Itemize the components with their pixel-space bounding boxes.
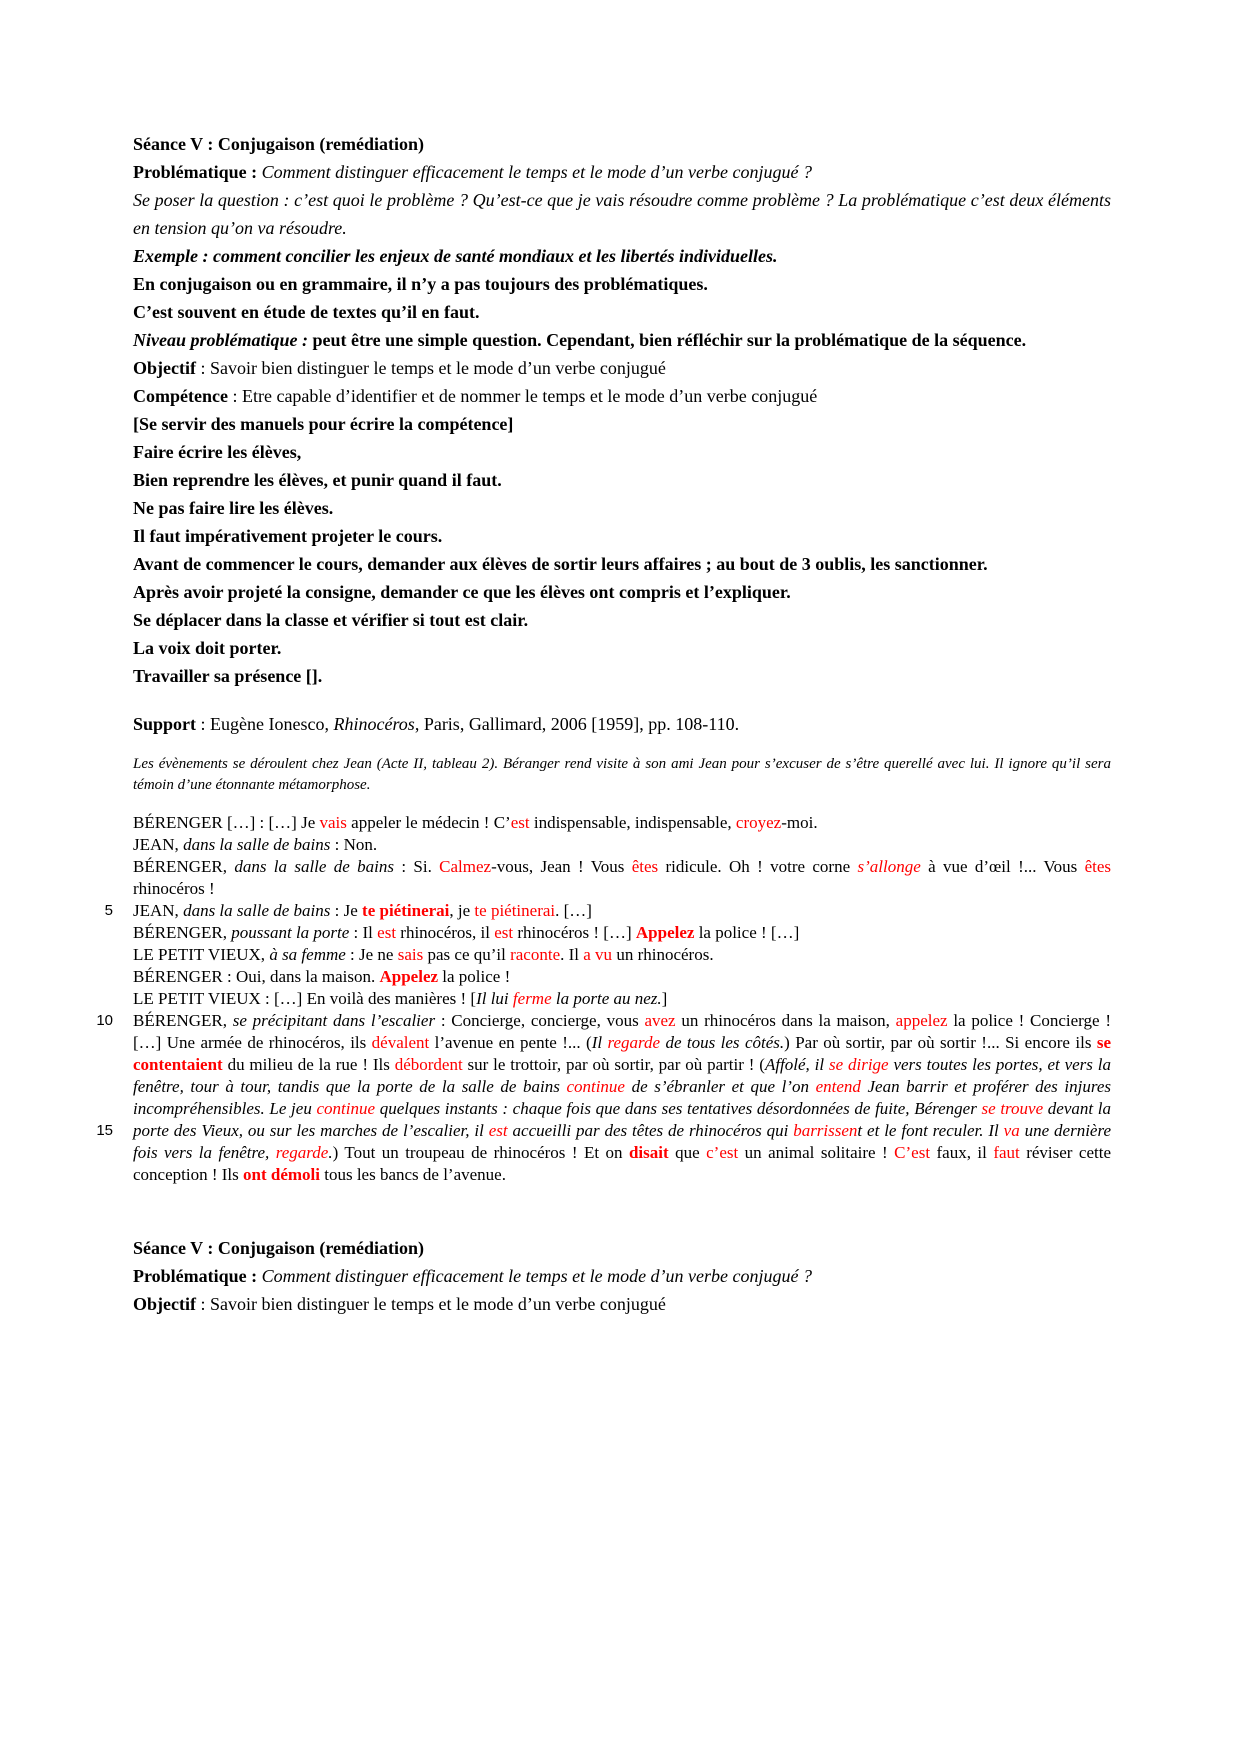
text-run: Objectif [133, 1294, 196, 1314]
text-run: : Eugène Ionesco, [196, 714, 334, 734]
text-run: Après avoir projeté la consigne, demander ce que les élèves ont compris et l’expliquer. [133, 582, 791, 602]
text-run: : Non. [330, 835, 378, 854]
text-run: : Si. [394, 857, 440, 876]
paragraph [133, 130, 1111, 158]
text-run: à vue d’œil !... Vous [920, 857, 1085, 876]
footer-lesson-notes [133, 1234, 1111, 1318]
text-run: sais [397, 945, 424, 964]
paragraph [133, 900, 1111, 922]
text-run: l’avenue en pente !... ( [429, 1033, 592, 1052]
text-run: dans la salle de bains [183, 901, 331, 920]
text-run: ont démoli [243, 1165, 320, 1184]
text-run: quelques instants : chaque fois que dans ses tentatives désordonnées de fuite, Bérenger [375, 1099, 982, 1118]
text-run: Séance V : Conjugaison (remédiation) [133, 1238, 425, 1258]
text-run: -vous, Jean ! Vous [491, 857, 632, 876]
text-run: que [668, 1143, 707, 1162]
text-run: Tout un troupeau de rhinocéros ! Et on [338, 1143, 629, 1162]
text-run: Support [133, 714, 197, 734]
text-run: BÉRENGER, [133, 857, 235, 876]
text-run: Calmez [439, 857, 492, 876]
text-run: Jean barrir et proférer des injures incompréhensibles. Le jeu [133, 1077, 1111, 1118]
text-run: devant la porte des Vieux, ou sur les marches de l’escalier, il [133, 1099, 1111, 1140]
paragraph [133, 1010, 1111, 1186]
text-run: Par où sortir, par où sortir !... Si encore ils [789, 1033, 1097, 1052]
stage-intro-text [133, 754, 1111, 796]
paragraph [133, 922, 1111, 944]
text-run: de tous les côtés. [660, 1033, 785, 1052]
paragraph [133, 438, 1111, 466]
text-run: raconte [510, 945, 561, 964]
text-run: continue [566, 1077, 625, 1096]
text-run: LE PETIT VIEUX : […] En voilà des manières ! [ [133, 989, 477, 1008]
text-run: . Il [560, 945, 584, 964]
paragraph [133, 856, 1111, 900]
text-run: : Savoir bien distinguer le temps et le mode d’un verbe conjugué [195, 1294, 666, 1314]
text-run: dans la salle de bains [234, 857, 394, 876]
text-run: se trouve [981, 1099, 1044, 1118]
text-run: appeler le médecin ! C’ [346, 813, 511, 832]
text-run: Affolé, il [764, 1055, 829, 1074]
line-number-15: 15 [96, 1122, 113, 1139]
paragraph [133, 834, 1111, 856]
paragraph [133, 578, 1111, 606]
text-run: BÉRENGER, [133, 923, 232, 942]
text-run: Avant de commencer le cours, demander aux élèves de sortir leurs affaires ; au bout de 3 oublis, les sanctionner. [133, 554, 988, 574]
stage-introduction [133, 754, 1111, 796]
text-run: un rhinocéros. [612, 945, 714, 964]
paragraph [133, 270, 1111, 298]
paragraph [133, 158, 1111, 186]
text-run: est [377, 923, 397, 942]
text-run: : Concierge, concierge, vous [435, 1011, 645, 1030]
text-run: réviser cette conception ! Ils [133, 1143, 1111, 1184]
paragraph [133, 1290, 1111, 1318]
text-run: [Se servir des manuels pour écrire la compétence] [133, 414, 514, 434]
paragraph [133, 494, 1111, 522]
text-run: Travailler sa présence []. [133, 666, 323, 686]
text-run: avez [644, 1011, 676, 1030]
text-run: êtes [631, 857, 659, 876]
paragraph [133, 1262, 1111, 1290]
text-run: . […] [555, 901, 592, 920]
text-run: Niveau problématique : [133, 330, 313, 350]
paragraph [133, 812, 1111, 834]
text-run: un animal solitaire ! [738, 1143, 895, 1162]
text-run: Problématique : [133, 1266, 262, 1286]
paragraph [133, 410, 1111, 438]
text-run: Séance V : Conjugaison (remédiation) [133, 134, 425, 154]
text-run: Les évènements se déroulent chez Jean (Acte II, tableau 2). Béranger rend visite à son ami Jean pour s’excuser de s’être querellé avec lui. Il ignore qu’il sera témoin d’une étonnante métamorphose. [133, 756, 1111, 793]
text-run: faux, il [930, 1143, 994, 1162]
paragraph [133, 522, 1111, 550]
text-run: Objectif [133, 358, 196, 378]
text-run: La voix doit porter. [133, 638, 282, 658]
text-run: : Je [330, 901, 363, 920]
text-run: Rhinocéros [333, 714, 415, 734]
text-run: appelez [895, 1011, 948, 1030]
paragraph [133, 326, 1111, 354]
text-run: peut être une simple question. Cependant, bien réfléchir sur la problématique de la séquence. [312, 330, 1027, 350]
text-run: continue [316, 1099, 376, 1118]
paragraph [133, 634, 1111, 662]
text-run: . [328, 1143, 333, 1162]
text-run: se contentaient [133, 1033, 1112, 1074]
text-run: Bien reprendre les élèves, et punir quand il faut. [133, 470, 502, 490]
support-section [133, 710, 1111, 738]
text-run: : Il [349, 923, 378, 942]
paragraph [133, 382, 1111, 410]
text-run: est [510, 813, 530, 832]
text-run: poussant la porte [231, 923, 350, 942]
text-run: te piétinerai [362, 901, 450, 920]
paragraph [133, 242, 1111, 270]
support-reference [133, 710, 1111, 738]
text-run: Il [591, 1033, 608, 1052]
text-run: la police ! […] [694, 923, 800, 942]
text-run: est [488, 1121, 508, 1140]
text-run: êtes [1084, 857, 1111, 876]
text-run: barrissen [793, 1121, 858, 1140]
text-run: te piétinerai [474, 901, 556, 920]
text-run: disait [628, 1143, 669, 1162]
text-run: ] [661, 989, 668, 1008]
text-run: t [857, 1121, 863, 1140]
text-run: à sa femme [269, 945, 346, 964]
text-run: Problématique : [133, 162, 262, 182]
paragraph [133, 606, 1111, 634]
text-run: la porte au nez. [551, 989, 662, 1008]
text-run: faut [993, 1143, 1020, 1162]
text-run: et le font reculer. Il [862, 1121, 1004, 1140]
paragraph [133, 944, 1111, 966]
text-run: sur le trottoir, par où sortir, par où partir ! ( [462, 1055, 765, 1074]
text-run: LE PETIT VIEUX, [133, 945, 270, 964]
text-run: C’est souvent en étude de textes qu’il en faut. [133, 302, 480, 322]
text-run: dans la salle de bains [183, 835, 331, 854]
text-run: BÉRENGER : Oui, dans la maison. [133, 967, 380, 986]
text-run: C’est [894, 1143, 931, 1162]
text-run: : Savoir bien distinguer le temps et le mode d’un verbe conjugué [195, 358, 666, 378]
text-run: de s’ébranler et que l’on [624, 1077, 816, 1096]
text-run: Il lui [476, 989, 513, 1008]
paragraph [133, 186, 1111, 242]
text-run: Faire écrire les élèves, [133, 442, 302, 462]
text-run: vais [319, 813, 347, 832]
text-run: Ne pas faire lire les élèves. [133, 498, 334, 518]
text-run: regarde [607, 1033, 661, 1052]
paragraph [133, 550, 1111, 578]
text-run: entend [815, 1077, 861, 1096]
text-run: s’allonge [857, 857, 921, 876]
text-run: En conjugaison ou en grammaire, il n’y a pas toujours des problématiques. [133, 274, 708, 294]
text-run: croyez [735, 813, 782, 832]
text-run: du milieu de la rue ! Ils [222, 1055, 395, 1074]
paragraph [133, 298, 1111, 326]
text-run: Compétence [133, 386, 228, 406]
text-run: Se poser la question : c’est quoi le problème ? Qu’est-ce que je vais résoudre comme problème ? La problématique c’est deux éléments en tension qu’on va résoudre. [133, 190, 1111, 238]
line-number-5: 5 [104, 902, 113, 919]
text-run: : Je ne [345, 945, 398, 964]
text-run: se dirige [828, 1055, 889, 1074]
text-run: regarde [275, 1143, 329, 1162]
line-number-10: 10 [96, 1012, 113, 1029]
text-run: dévalent [371, 1033, 430, 1052]
play-excerpt [96, 812, 1112, 1186]
text-run: -moi. [781, 813, 818, 832]
text-run: vers toutes les portes, et vers la fenêtre, tour à tour, tandis que la porte de la salle de bains [133, 1055, 1111, 1096]
text-run: ridicule. Oh ! votre corne [658, 857, 858, 876]
text-run: BÉRENGER, [133, 1011, 233, 1030]
text-run: un rhinocéros dans la maison, [675, 1011, 896, 1030]
text-run: une dernière fois vers la fenêtre, [133, 1121, 1111, 1162]
text-run: la police ! Concierge ! […] Une armée de rhinocéros, ils [133, 1011, 1111, 1052]
lesson-plan-notes [133, 130, 1111, 690]
text-run: Il faut impérativement projeter le cours. [133, 526, 443, 546]
text-run: va [1003, 1121, 1020, 1140]
paragraph [133, 354, 1111, 382]
text-run: tous les bancs de l’avenue. [319, 1165, 506, 1184]
text-run: rhinocéros ! [133, 879, 215, 898]
text-run: ) [332, 1143, 339, 1162]
text-run: Comment distinguer efficacement le temps et le mode d’un verbe conjugué ? [261, 162, 813, 182]
text-run: ) [784, 1033, 790, 1052]
text-run: Appelez [379, 967, 439, 986]
text-run: , je [449, 901, 475, 920]
paragraph [133, 988, 1111, 1010]
text-run: débordent [394, 1055, 463, 1074]
text-run: JEAN, [133, 901, 184, 920]
text-run: a vu [583, 945, 613, 964]
text-run: se précipitant dans l’escalier [232, 1011, 436, 1030]
text-run: Comment distinguer efficacement le temps et le mode d’un verbe conjugué ? [261, 1266, 813, 1286]
speech-list [133, 812, 1111, 1186]
text-run: la police ! [438, 967, 511, 986]
text-run: ferme [512, 989, 552, 1008]
text-run: Exemple : comment concilier les enjeux de santé mondiaux et les libertés individuelles. [133, 246, 778, 266]
text-run: Se déplacer dans la classe et vérifier si tout est clair. [133, 610, 529, 630]
text-run: Appelez [635, 923, 695, 942]
text-run: pas ce qu’il [423, 945, 511, 964]
text-run: accueilli par des têtes de rhinocéros qui [507, 1121, 794, 1140]
text-run: indispensable, indispensable, [529, 813, 736, 832]
text-run: JEAN, [133, 835, 184, 854]
text-run: est [494, 923, 514, 942]
text-run: rhinocéros ! […] [513, 923, 636, 942]
paragraph [133, 966, 1111, 988]
text-run: c’est [706, 1143, 739, 1162]
text-run: BÉRENGER […] : […] Je [133, 813, 320, 832]
paragraph [133, 662, 1111, 690]
paragraph [133, 466, 1111, 494]
text-run: : Etre capable d’identifier et de nommer le temps et le mode d’un verbe conjugué [227, 386, 818, 406]
text-run: rhinocéros, il [396, 923, 495, 942]
page-content [96, 130, 1112, 1318]
text-run: , Paris, Gallimard, 2006 [1959], pp. 108-110. [414, 714, 740, 734]
paragraph [133, 1234, 1111, 1262]
